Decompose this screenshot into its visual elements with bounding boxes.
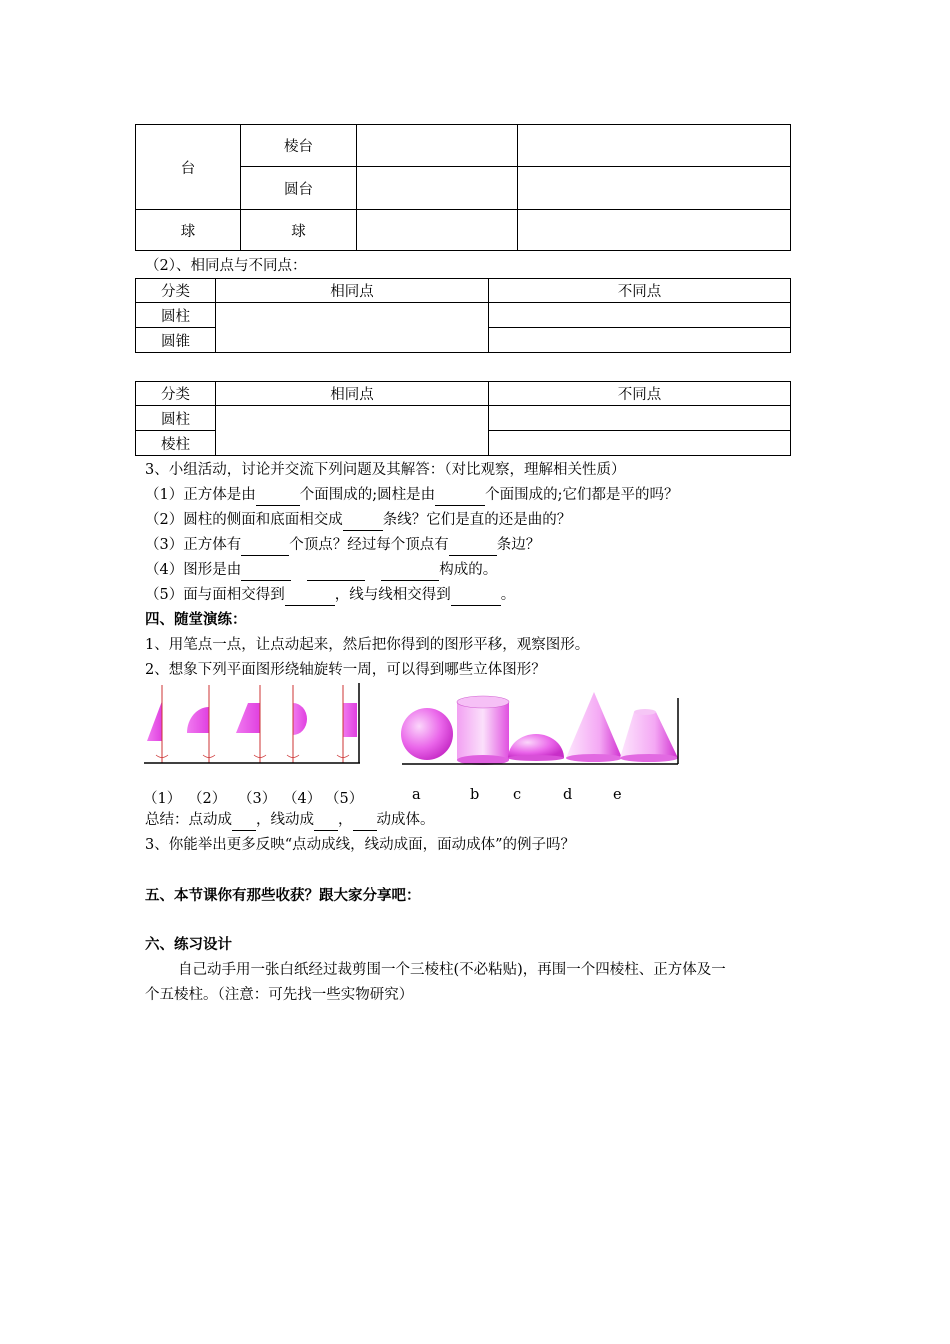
header-cell: 相同点: [216, 382, 489, 406]
blank-cell: [357, 167, 518, 210]
shape-1: [147, 685, 168, 763]
fig-label-1: （1）: [143, 791, 182, 807]
sub-cell: 球: [241, 210, 357, 251]
blank-cell: [518, 167, 791, 210]
shape-4: [287, 685, 307, 763]
solid-cylinder: [457, 696, 509, 765]
question-4: （4）图形是由 构成的。: [145, 560, 497, 581]
fig-label-2: （2）: [188, 791, 227, 807]
row-label: 棱柱: [136, 431, 216, 456]
plane-shapes-figure: [140, 683, 365, 768]
header-cell: 分类: [136, 279, 216, 303]
activity-title: 3、小组活动，讨论并交流下列问题及其解答：（对比观察，理解相关性质）: [145, 462, 626, 478]
blank-cell: [489, 431, 791, 456]
fig-label-5: （5）: [325, 791, 364, 807]
blank-cell: [357, 125, 518, 167]
section6-body-1: 自己动手用一张白纸经过裁剪围一个三棱柱(不必粘贴)，再围一个四棱柱、正方体及一: [178, 962, 726, 978]
fig-label-a: a: [412, 787, 421, 803]
solids-figure: [400, 688, 682, 768]
question-3: （3）正方体有 个顶点？经过每个顶点有 条边？: [145, 535, 540, 556]
blank-cell: [489, 406, 791, 431]
question-1: （1）正方体是由 个面围成的;圆柱是由 个面围成的;它们都是平的吗？: [145, 485, 679, 506]
section6-body-2: 个五棱柱。（注意：可先找一些实物研究）: [145, 987, 414, 1003]
header-cell: 相同点: [216, 279, 489, 303]
solids-table: [135, 124, 791, 251]
fig-label-e: e: [613, 787, 622, 803]
header-cell: 分类: [136, 382, 216, 406]
header-cell: 不同点: [489, 382, 791, 406]
compare-table-a: [135, 278, 791, 353]
shape-2: [187, 685, 215, 763]
solid-cone: [566, 692, 622, 762]
sub-cell: 棱台: [241, 125, 357, 167]
summary-line: 总结：点动成 ，线动成 ， 动成体。: [145, 810, 435, 831]
question-2: （2）圆柱的侧面和底面相交成 条线？它们是直的还是曲的？: [145, 510, 571, 531]
row-label: 圆锥: [136, 328, 216, 353]
compare-table-b: [135, 381, 791, 456]
blank-cell: [216, 406, 489, 456]
fig-label-d: d: [563, 787, 573, 803]
section6-heading: 六、练习设计: [145, 936, 232, 953]
practice-item-2: 2、想象下列平面图形绕轴旋转一周，可以得到哪些立体图形？: [145, 662, 546, 678]
solid-sphere: [401, 708, 453, 760]
solid-hemisphere: [508, 734, 564, 761]
blank-cell: [489, 328, 791, 353]
row-label: 圆柱: [136, 406, 216, 431]
practice-item-1: 1、用笔点一点，让点动起来，然后把你得到的图形平移，观察图形。: [145, 637, 590, 653]
blank-cell: [518, 125, 791, 167]
header-cell: 不同点: [489, 279, 791, 303]
fig-label-b: b: [470, 787, 480, 803]
blank-cell: [216, 303, 489, 353]
cat-cell: 球: [136, 210, 241, 251]
row-label: 圆柱: [136, 303, 216, 328]
shape-3: [236, 685, 266, 763]
fig-label-4: （4）: [283, 791, 322, 807]
blank-cell: [357, 210, 518, 251]
fig-label-3: （3）: [238, 791, 277, 807]
section2-heading: （2）、相同点与不同点：: [145, 258, 307, 274]
fig-label-c: c: [513, 787, 522, 803]
blank-cell: [518, 210, 791, 251]
question-5: （5）面与面相交得到 ，线与线相交得到 。: [145, 585, 515, 606]
shape-5: [337, 685, 357, 763]
solid-frustum: [620, 709, 678, 762]
section5-heading: 五、本节课你有那些收获？跟大家分享吧：: [145, 887, 421, 904]
sub-cell: 圆台: [241, 167, 357, 210]
blank-cell: [489, 303, 791, 328]
cat-cell: 台: [136, 125, 241, 210]
practice-heading: 四、随堂演练：: [145, 611, 247, 628]
practice-item-3: 3、你能举出更多反映“点动成线，线动成面，面动成体”的例子吗？: [145, 837, 576, 853]
